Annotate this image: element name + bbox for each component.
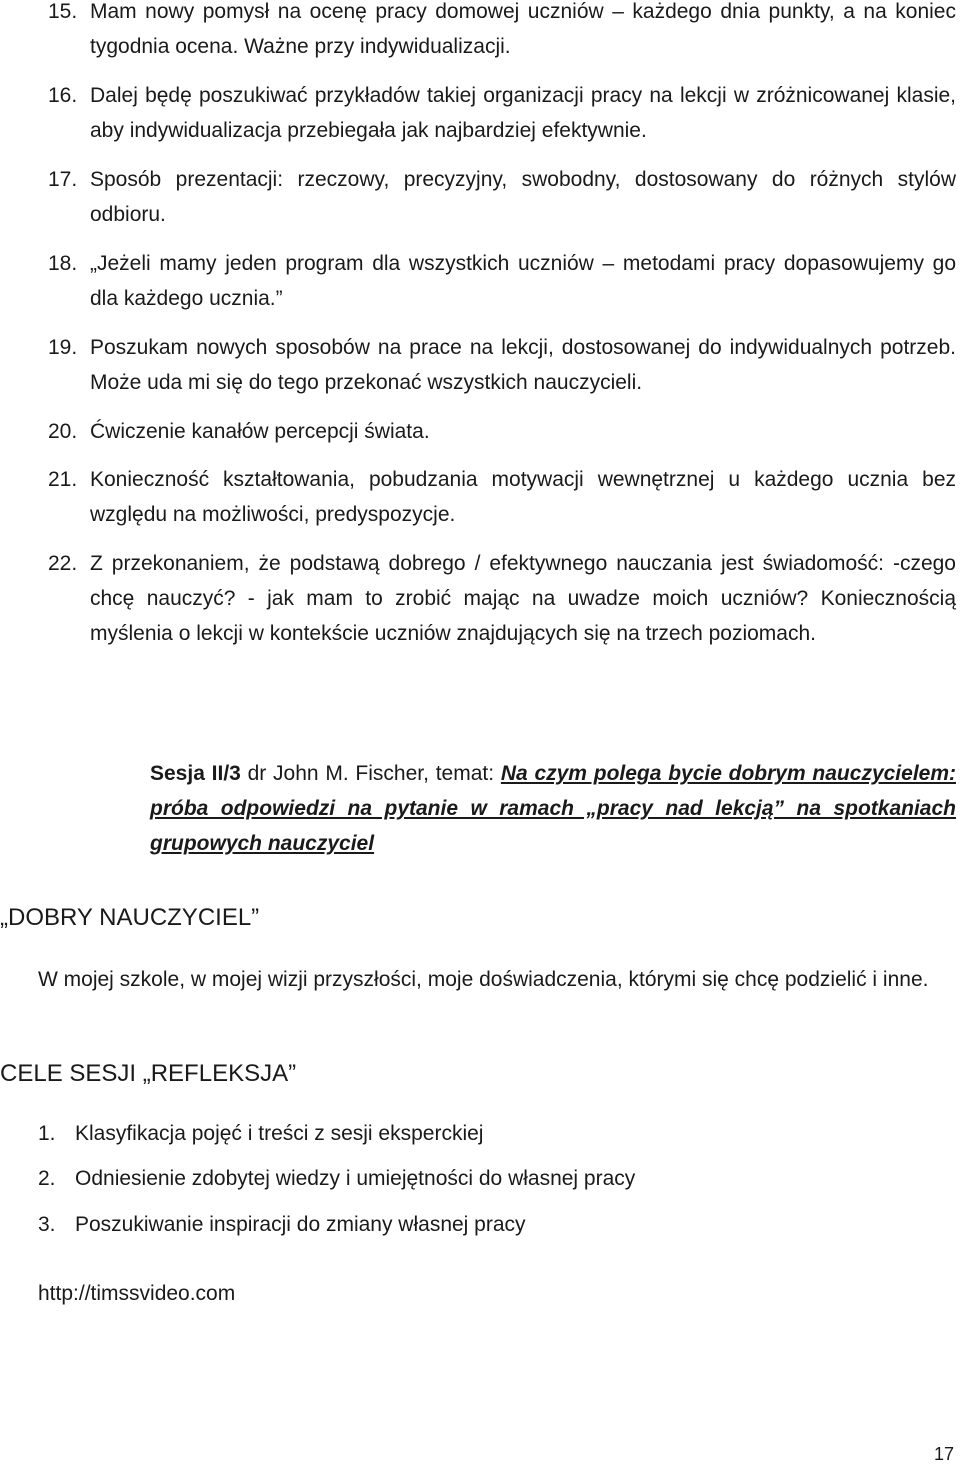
heading-good-teacher: „DOBRY NAUCZYCIEL” [0,904,260,931]
list-item [48,462,956,532]
item-text: Konieczność kształtowania, pobudzania motywacji wewnętrznej u każdego ucznia bez względu na możliwości, predyspozycje. [90,468,956,526]
list-item [48,330,956,400]
goal-number: 3. [38,1213,56,1236]
goal-item [38,1118,483,1150]
heading-session-goals: CELE SESJI „REFLEKSJA” [0,1060,297,1087]
item-number: 20. [48,420,78,443]
intro-paragraph: W mojej szkole, w mojej wizji przyszłości, moje doświadczenia, którymi się chcę podzielić i inne. [38,968,929,991]
item-number: 22. [48,552,78,575]
session-speaker: dr John M. Fischer, temat: [240,762,501,785]
item-number: 15. [48,0,78,23]
goal-item [38,1209,526,1241]
goal-text: Poszukiwanie inspiracji do zmiany własnej pracy [75,1213,526,1236]
list-item [48,78,956,148]
goal-text: Klasyfikacja pojęć i treści z sesji eksperckiej [75,1122,484,1145]
goal-number: 2. [38,1167,56,1190]
item-text: Mam nowy pomysł na ocenę pracy domowej uczniów – każdego dnia punkty, a na koniec tygodnia ocena. Ważne przy indywidualizacji. [90,0,956,58]
item-number: 16. [48,84,78,107]
item-number: 17. [48,168,78,191]
page-number: 17 [933,1444,954,1464]
session-title [150,756,956,861]
item-text: Z przekonaniem, że podstawą dobrego / efektywnego nauczania jest świadomość: -czego chcę nauczyć? - jak mam to zrobić mając na uwadze moich uczniów? Koniecznością myślenia o lekcji w kontekście uczniów znajdujących się na trzech poziomach. [90,552,956,645]
list-item [48,162,956,232]
goal-text: Odniesienie zdobytej wiedzy i umiejętności do własnej pracy [75,1167,636,1190]
list-item [48,546,956,651]
list-item [48,414,956,449]
item-text: Dalej będę poszukiwać przykładów takiej organizacji pracy na lekcji w zróżnicowanej klasie, aby indywidualizacja przebiegała jak najbardziej efektywnie. [90,84,956,142]
item-text: Poszukam nowych sposobów na prace na lekcji, dostosowanej do indywidualnych potrzeb. Może uda mi się do tego przekonać wszystkich nauczycieli. [90,336,956,394]
item-number: 18. [48,252,78,275]
item-text: Ćwiczenie kanałów percepcji świata. [90,420,430,443]
item-text: Sposób prezentacji: rzeczowy, precyzyjny, swobodny, dostosowany do różnych stylów odbioru. [90,168,956,226]
item-number: 21. [48,468,78,491]
website-link[interactable]: http://timssvideo.com [38,1282,236,1305]
session-topic: Na czym polega bycie dobrym nauczycielem: próba odpowiedzi na pytanie w ramach „pracy nad lekcją” na spotkaniach grupowych nauczyciel [150,762,956,855]
session-label: Sesja II/3 [150,762,241,785]
list-item [48,0,956,64]
item-text: „Jeżeli mamy jeden program dla wszystkich uczniów – metodami pracy dopasowujemy go dla każdego ucznia.” [90,252,956,310]
list-item [48,246,956,316]
item-number: 19. [48,336,78,359]
goal-number: 1. [38,1122,56,1145]
goal-item [38,1163,635,1195]
